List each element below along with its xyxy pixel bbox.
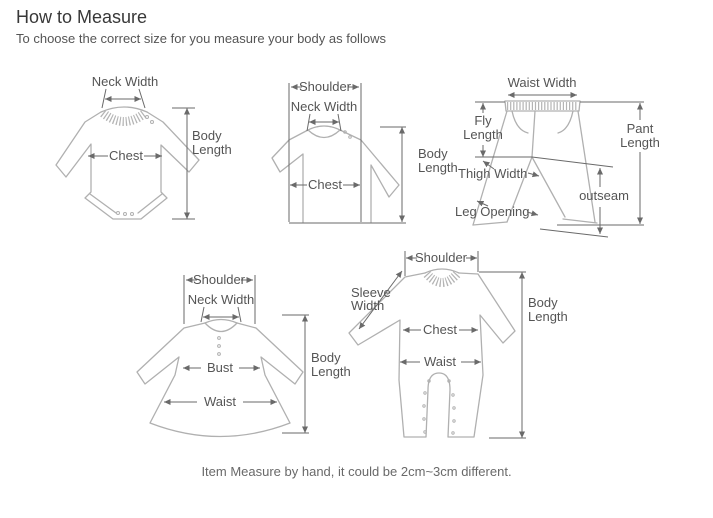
bodysuit-neck-width-label: Neck Width [91, 74, 159, 89]
bodysuit-leg-binding-right [138, 194, 162, 213]
measure-note: Item Measure by hand, it could be 2cm~3cm different. [201, 464, 512, 479]
bodysuit-collar-top [101, 107, 147, 112]
dress-neck-width-label: Neck Width [187, 292, 255, 307]
bodysuit-shoulder-snap [146, 116, 149, 119]
bodysuit-body [56, 112, 199, 219]
bodysuit-snap [131, 213, 134, 216]
dress-shoulder-label: Shoulder [192, 272, 246, 287]
shirt-neck-width-label: Neck Width [290, 99, 358, 114]
bodysuit-collar-ribbing [103, 113, 145, 122]
dress-collar-top [205, 320, 237, 324]
romper-snap [453, 420, 455, 422]
bodysuit-chest-label: Chest [109, 148, 143, 163]
page-subtitle: To choose the correct size for you measure your body as follows [16, 31, 386, 46]
dress-body-length-label-line2: Length [311, 364, 351, 379]
romper-collar-ribbing [427, 274, 457, 283]
dimension-tick [201, 307, 204, 322]
bodysuit-leg-binding-left [90, 194, 116, 213]
dress-bust-dimension [183, 360, 260, 375]
pants-left-hem [473, 222, 507, 225]
pants-left-pocket [512, 111, 528, 133]
romper-sleeve-width-label-line2: Width [351, 298, 385, 313]
pants-right-pocket [558, 111, 573, 133]
pants-outseam-label: outseam [579, 188, 629, 203]
dress-neckline [205, 323, 237, 332]
dress-garment-outline [137, 320, 303, 437]
pants-outseam-dimension [540, 168, 629, 237]
romper-shoulder-dimension [405, 250, 478, 276]
romper-chest-label: Chest [423, 322, 457, 337]
bodysuit-body-length-label-line1: Body [192, 128, 222, 143]
dress-body-length-label-line1: Body [311, 350, 341, 365]
romper-snap [424, 392, 426, 394]
bodysuit-chest-dimension [88, 148, 162, 163]
pants-right-leg-outer [578, 111, 595, 222]
pants-fly-length-label-line1: Fly [474, 113, 492, 128]
pants-right-hem [563, 219, 597, 223]
romper-waist-dimension [400, 354, 481, 369]
romper-snap [453, 407, 455, 409]
romper-sleeve-width-label-line1: Sleeve [351, 285, 391, 300]
shirt-chest-dimension [290, 177, 360, 192]
dress-measure-diagram [120, 260, 350, 460]
romper-snap [423, 418, 425, 420]
dress-button [218, 353, 221, 356]
pants-pant-length-label-line2: Length [620, 135, 660, 150]
dimension-arrow [528, 173, 539, 176]
bodysuit-shoulder-snap [151, 121, 154, 124]
shirt-garment-outline [272, 126, 399, 222]
shirt-chest-label: Chest [308, 177, 342, 192]
shirt-shoulder-snap [349, 136, 352, 139]
bodysuit-measure-diagram [55, 72, 240, 234]
shirt-body-length-label-line1: Body [418, 146, 448, 161]
pants-fly-length-dimension [463, 102, 505, 157]
pants-right-leg-inner [532, 157, 565, 217]
romper-measure-diagram [345, 245, 568, 460]
dress-bust-label: Bust [206, 360, 234, 375]
romper-snap [424, 431, 426, 433]
dimension-tick [238, 307, 241, 322]
pants-thigh-width-label: Thigh Width [458, 166, 528, 181]
dress-waist-label: Waist [203, 394, 237, 409]
pants-leg-opening-label: Leg Opening [455, 204, 530, 219]
dress-body-length-dimension [282, 315, 351, 433]
romper-waist-label: Waist [423, 354, 457, 369]
romper-snap [452, 394, 454, 396]
bodysuit-body-length-label-line2: Length [192, 142, 232, 157]
bodysuit-snap [124, 213, 127, 216]
romper-chest-dimension [403, 322, 478, 337]
romper-snap [423, 405, 425, 407]
romper-body-length-label-line1: Body [528, 295, 558, 310]
pants-fly-seam [532, 111, 535, 157]
pants-waist-width-label: Waist Width [507, 75, 577, 90]
dress-button [218, 345, 221, 348]
shirt-shoulder-label: Shoulder [298, 79, 352, 94]
dress-body [137, 323, 303, 437]
shirt-collar-top [308, 126, 340, 130]
shirt-neckline [308, 130, 340, 138]
dress-button [218, 337, 221, 340]
dress-neck-width-dimension [188, 292, 254, 322]
pants-leg-opening-dimension [455, 201, 538, 219]
pants-waist-width-dimension [508, 75, 577, 95]
pants-thigh-width-dimension [458, 161, 539, 181]
page-title: How to Measure [16, 7, 148, 27]
shirt-measure-diagram [272, 75, 458, 233]
shirt-body-left [272, 130, 308, 222]
dress-waist-dimension [164, 394, 277, 409]
bodysuit-snap [117, 212, 120, 215]
romper-body-length-label-line2: Length [528, 309, 568, 324]
pants-fly-length-label-line2: Length [463, 127, 503, 142]
shirt-body-length-dimension [289, 127, 458, 223]
bodysuit-neck-width-dimension [92, 74, 158, 108]
dimension-tick [540, 229, 608, 237]
pants-waistband [505, 101, 580, 111]
bodysuit-garment-outline [56, 107, 199, 219]
shirt-body-length-label-line2: Length [418, 160, 458, 175]
pants-measure-diagram [450, 72, 680, 242]
romper-snap [452, 432, 454, 434]
shirt-body-right [340, 130, 399, 222]
pants-pant-length-label-line1: Pant [626, 121, 654, 136]
pants-pant-length-dimension [557, 102, 660, 225]
romper-sleeve-width-dimension [351, 271, 402, 329]
romper-shoulder-label: Shoulder [414, 250, 468, 265]
